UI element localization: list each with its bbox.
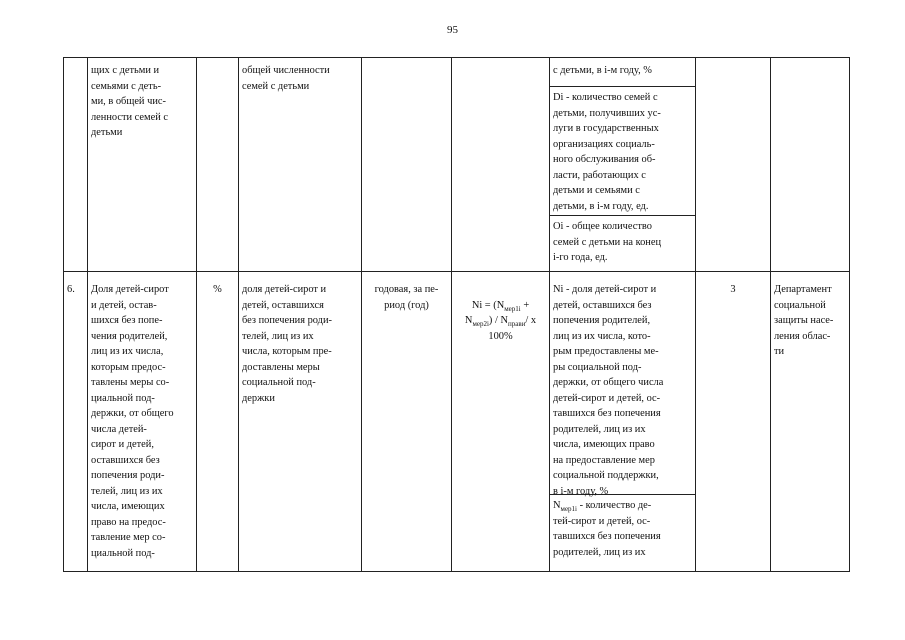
indicators-table — [63, 57, 850, 572]
column-divider — [695, 57, 696, 572]
column-divider — [770, 57, 771, 572]
formula-text: N — [464, 315, 473, 326]
column-divider — [361, 57, 362, 572]
formula-text: 100% — [488, 330, 513, 342]
indicator-definition-cell: общей численности семей с детьми — [242, 65, 330, 92]
table-top-border — [63, 57, 850, 58]
column-divider — [63, 57, 64, 572]
indicator-name-cell: щих с детьми и семьями с деть- ми, в общей чис- ленности семей с детьми — [91, 65, 168, 138]
indicator-name-cell: Доля детей-сирот и детей, остав- шихся без попе- чения родителей, лиц из их числа, которым предос- тавлены меры со- циальной под- держки, от общего числа детей- сирот и детей, оставшихся без попечения роди- телей, лиц из их числа, имеющих право на предос- тавление мер со- циальной под- — [91, 284, 174, 559]
variable-symbol: N — [553, 500, 561, 511]
column-divider — [849, 57, 850, 572]
variable-subscript: мер1i — [560, 505, 577, 514]
formula-cell — [452, 282, 549, 344]
variable-cell: Oi - общее количество семей с детьми на конец i-го года, ед. — [553, 221, 662, 263]
periodicity-cell: годовая, за пе- риод (год) — [374, 284, 439, 311]
page-number: 95 — [447, 24, 458, 36]
formula-subscript: мер1i — [504, 304, 521, 313]
variable-divider — [549, 215, 695, 216]
table-bottom-border — [63, 571, 850, 572]
row-divider — [63, 271, 850, 272]
responsible-cell: Департамент социальной защиты насе- ления облас- ти — [774, 284, 834, 357]
column-divider — [549, 57, 550, 572]
formula-text: + — [520, 299, 530, 311]
formula-text: Ni = (N — [471, 299, 505, 311]
formula-subscript: прави — [507, 320, 526, 329]
unit-cell: % — [213, 284, 222, 295]
variable-divider — [549, 86, 695, 87]
formula-text: / x — [525, 315, 537, 326]
column-divider — [196, 57, 197, 572]
formula-subscript: мер2i — [472, 320, 489, 329]
method-cell: 3 — [730, 284, 736, 295]
row-number-cell: 6. — [67, 284, 75, 295]
column-divider — [87, 57, 88, 572]
variable-cell: с детьми, в i-м году, % — [553, 65, 652, 76]
variable-cell — [553, 498, 693, 570]
variable-cell: Di - количество семей с детьми, получивших ус- луги в государственных организациях социаль- ного обслуживания об- ласти, работающих с детьми и семьями с детьми, в i-м году, ед. — [553, 92, 661, 212]
variable-cell: Ni - доля детей-сирот и детей, оставшихся без попечения родителей, лиц из их числа, кото- рым предоставлены ме- ры социальной под- держки, от общего числа детей-сирот и детей, ос- тавшихся без попечения родителей, лиц из их числа, имеющих право на предоставление мер социальной поддержки, в i-м году, % — [553, 284, 664, 497]
formula-text: ) / N — [488, 315, 508, 326]
variable-text: - количество де- тей-сирот и детей, ос- тавшихся без попечения родителей, лиц из их — [553, 500, 661, 558]
column-divider — [238, 57, 239, 572]
indicator-definition-cell: доля детей-сирот и детей, оставшихся без попечения роди- телей, лиц из их числа, которым пре- доставлены меры социальной под- держки — [242, 284, 332, 404]
